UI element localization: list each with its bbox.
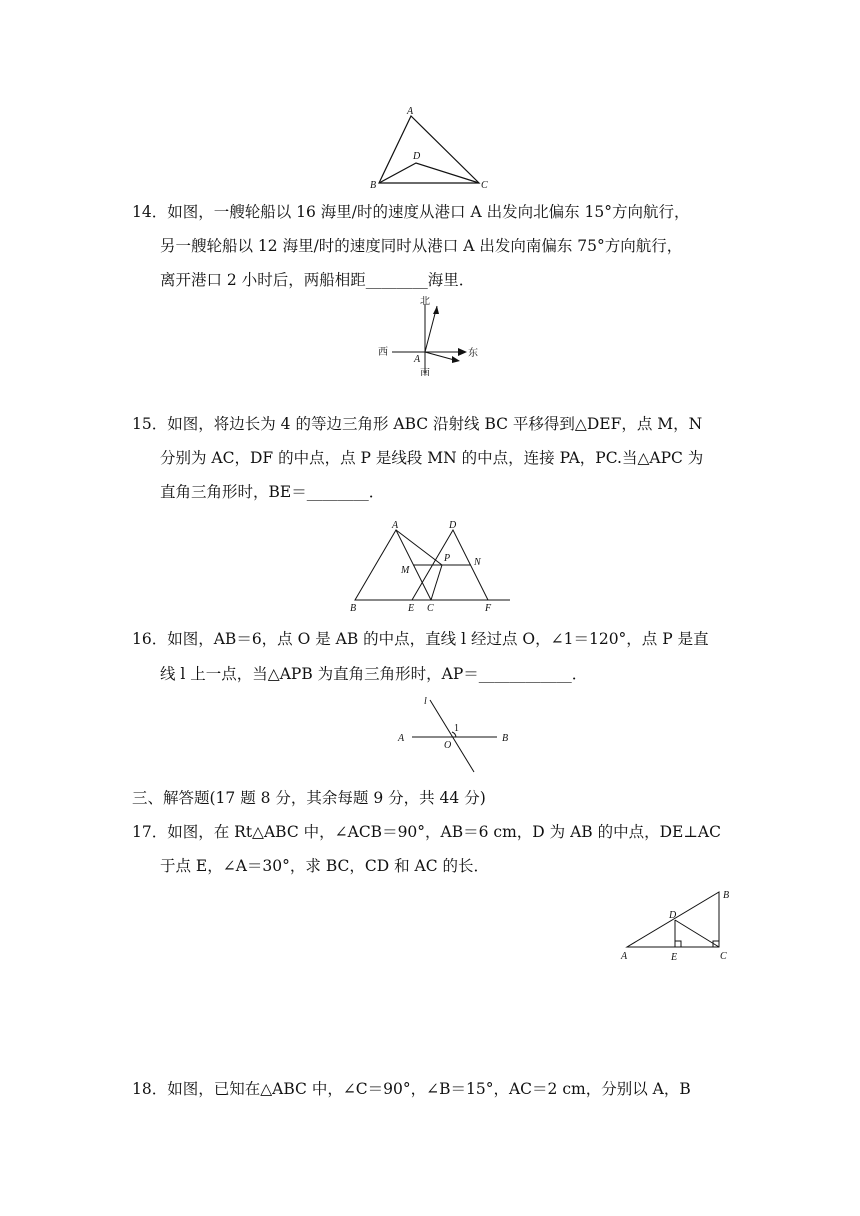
svg-text:l: l <box>424 696 427 707</box>
svg-text:F: F <box>485 603 492 613</box>
problem-17-line-2: 于点 E，∠A＝30°，求 BC，CD 和 AC 的长． <box>160 857 489 875</box>
svg-text:A: A <box>414 354 421 365</box>
svg-text:C: C <box>720 951 727 962</box>
svg-text:A: A <box>621 951 628 962</box>
problem-15-line-3: 直角三角形时，BE＝________． <box>160 483 385 501</box>
problem-16-line-1: 16．如图，AB＝6，点 O 是 AB 的中点，直线 l 经过点 O，∠1＝120°，点 P 是直 <box>132 630 709 648</box>
svg-text:B: B <box>370 180 377 191</box>
svg-text:B: B <box>350 603 357 613</box>
svg-text:B: B <box>502 733 509 744</box>
svg-text:D: D <box>669 910 677 921</box>
top-triangle-figure <box>365 104 495 194</box>
svg-text:北: 北 <box>420 296 430 307</box>
svg-text:C: C <box>481 180 488 191</box>
svg-text:A: A <box>407 106 414 117</box>
svg-text:1: 1 <box>454 723 459 734</box>
translation-figure <box>345 518 515 613</box>
problem-16-line-2: 线 l 上一点，当△APB 为直角三角形时，AP＝____________． <box>160 665 588 683</box>
problem-17-line-1: 17．如图，在 Rt△ABC 中，∠ACB＝90°，AB＝6 cm，D 为 AB 的中点，DE⊥AC <box>132 823 721 841</box>
section-heading: 三、解答题(17 题 8 分，其余每题 9 分，共 44 分) <box>132 789 486 807</box>
svg-text:O: O <box>444 740 452 751</box>
compass-figure <box>372 296 482 376</box>
problem-14-line-3: 离开港口 2 小时后，两船相距________海里． <box>160 271 475 289</box>
svg-text:A: A <box>398 733 405 744</box>
svg-text:E: E <box>408 603 415 613</box>
line-angle-figure <box>392 690 522 775</box>
svg-text:A: A <box>392 520 399 531</box>
svg-text:E: E <box>671 952 678 963</box>
svg-text:N: N <box>474 557 481 568</box>
problem-18-line-1: 18．如图，已知在△ABC 中，∠C＝90°，∠B＝15°，AC＝2 cm，分别以 A，B <box>132 1080 691 1098</box>
problem-14-line-1: 14．如图，一艘轮船以 16 海里/时的速度从港口 A 出发向北偏东 15°方向航行， <box>132 203 690 221</box>
svg-text:M: M <box>401 565 410 576</box>
svg-text:B: B <box>723 890 730 901</box>
svg-text:东: 东 <box>468 348 478 359</box>
svg-text:C: C <box>427 603 434 613</box>
problem-15-line-2: 分别为 AC，DF 的中点，点 P 是线段 MN 的中点，连接 PA，PC.当△APC 为 <box>160 449 704 467</box>
right-triangle-figure <box>615 884 740 964</box>
svg-text:D: D <box>413 151 421 162</box>
svg-text:西: 西 <box>378 347 388 358</box>
svg-text:P: P <box>444 553 451 564</box>
svg-text:D: D <box>449 520 457 531</box>
svg-text:南: 南 <box>420 368 430 376</box>
problem-14-line-2: 另一艘轮船以 12 海里/时的速度同时从港口 A 出发向南偏东 75°方向航行， <box>160 237 683 255</box>
problem-15-line-1: 15．如图，将边长为 4 的等边三角形 ABC 沿射线 BC 平移得到△DEF，点 M，N <box>132 415 703 433</box>
